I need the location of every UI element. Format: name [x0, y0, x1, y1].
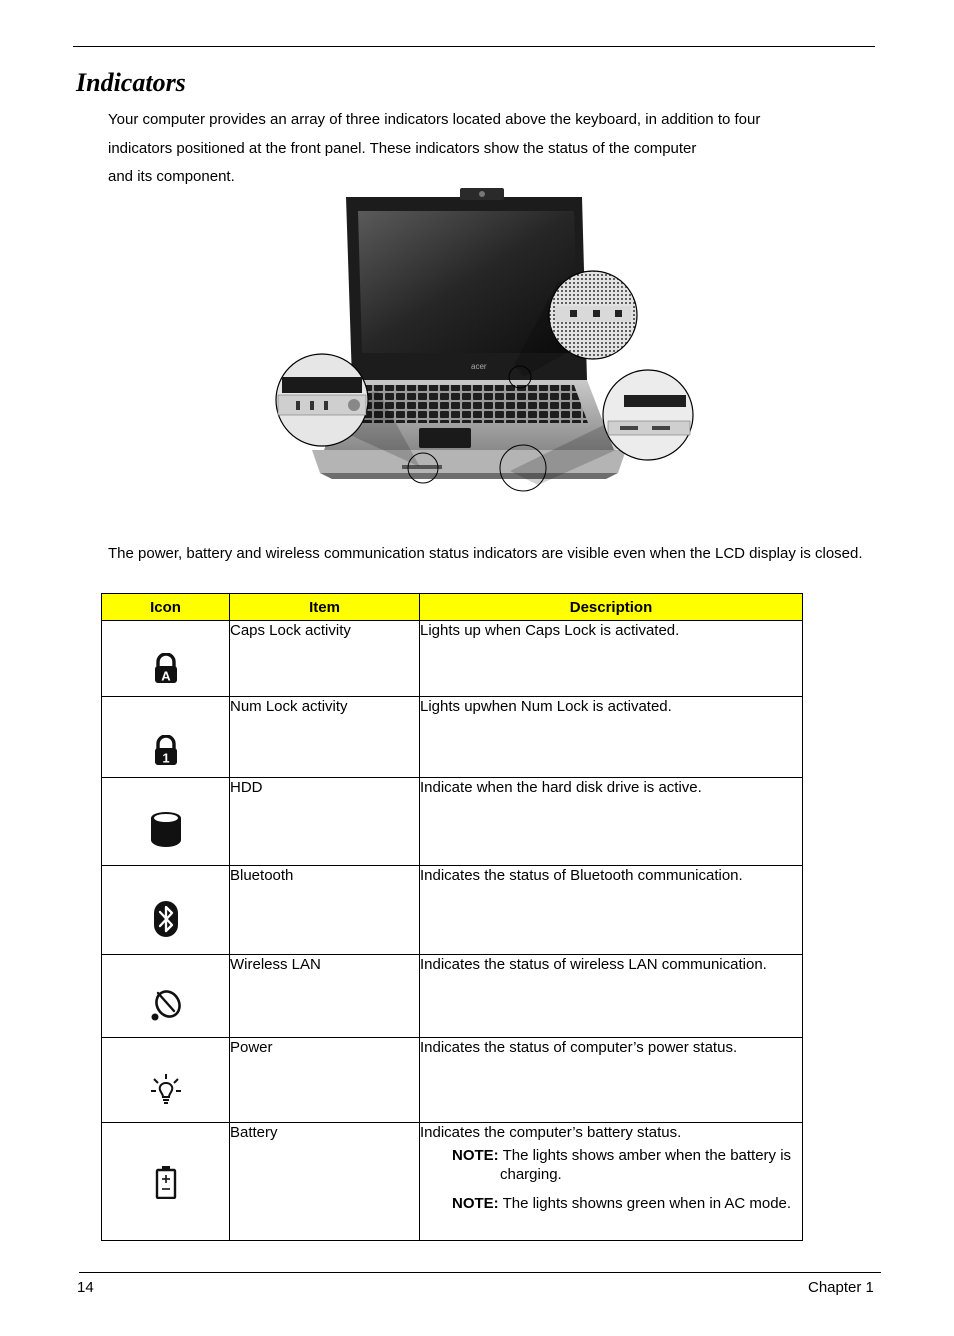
- icon-cell: [102, 1123, 230, 1241]
- battery-note: [452, 1194, 802, 1213]
- note-text: The lights shows amber when the battery is charging.: [500, 1147, 792, 1183]
- description-wireless-lan: Indicates the status of wireless LAN communication.: [420, 955, 803, 1038]
- table-row: [102, 778, 803, 866]
- bluetooth-icon: [153, 900, 179, 938]
- header-item: Item: [230, 594, 420, 621]
- table-row: [102, 866, 803, 955]
- item-num-lock: Num Lock activity: [230, 697, 420, 778]
- item-wireless-lan: Wireless LAN: [230, 955, 420, 1038]
- table-row: [102, 1123, 803, 1241]
- laptop-logo-text: acer: [471, 362, 487, 371]
- description-num-lock: Lights upwhen Num Lock is activated.: [420, 697, 803, 778]
- description-hdd: Indicate when the hard disk drive is active.: [420, 778, 803, 866]
- num-lock-icon: [153, 735, 179, 765]
- icon-cell: [102, 955, 230, 1038]
- wireless-lan-icon: [148, 987, 184, 1023]
- icon-cell: [102, 621, 230, 697]
- header-icon: Icon: [102, 594, 230, 621]
- icon-cell: [102, 778, 230, 866]
- table-row: [102, 1038, 803, 1123]
- status-paragraph: The power, battery and wireless communication status indicators are visible even when the LCD display is closed.: [108, 545, 863, 562]
- item-battery: Battery: [230, 1123, 420, 1241]
- hdd-icon: [149, 810, 183, 848]
- icon-cell: [102, 1038, 230, 1123]
- icon-cell: [102, 866, 230, 955]
- chapter-label: Chapter 1: [808, 1279, 874, 1296]
- laptop-indicators-figure: [252, 185, 714, 497]
- description-bluetooth: Indicates the status of Bluetooth communication.: [420, 866, 803, 955]
- table-row: [102, 697, 803, 778]
- description-battery: [420, 1123, 803, 1241]
- caps-lock-icon: [153, 653, 179, 683]
- svg-text:1: 1: [161, 750, 170, 765]
- laptop-illustration: [252, 185, 714, 497]
- bottom-rule: [79, 1272, 881, 1273]
- page-title: Indicators: [76, 68, 186, 97]
- item-bluetooth: Bluetooth: [230, 866, 420, 955]
- table-row: [102, 621, 803, 697]
- battery-note: [452, 1146, 802, 1184]
- top-rule: [73, 46, 875, 47]
- header-description: Description: [420, 594, 803, 621]
- page-number: 14: [77, 1279, 94, 1296]
- intro-paragraph: [108, 106, 828, 192]
- item-hdd: HDD: [230, 778, 420, 866]
- battery-description-text: Indicates the computer’s battery status.: [420, 1124, 682, 1141]
- intro-line: indicators positioned at the front panel. These indicators show the status of the computer: [108, 139, 697, 157]
- item-caps-lock: Caps Lock activity: [230, 621, 420, 697]
- table-header-row: [102, 594, 803, 621]
- power-icon: [150, 1073, 182, 1109]
- battery-icon: [155, 1165, 177, 1199]
- intro-line: Your computer provides an array of three indicators located above the keyboard, in addition to four: [108, 111, 761, 128]
- note-text: The lights showns green when in AC mode.: [502, 1195, 792, 1212]
- indicators-table: [101, 593, 803, 1241]
- table-row: [102, 955, 803, 1038]
- description-power: Indicates the status of computer’s power status.: [420, 1038, 803, 1123]
- item-power: Power: [230, 1038, 420, 1123]
- note-label: NOTE:: [452, 1195, 499, 1212]
- svg-text:A: A: [160, 668, 171, 683]
- description-caps-lock: Lights up when Caps Lock is activated.: [420, 621, 803, 697]
- intro-line: and its component.: [108, 168, 235, 185]
- note-label: NOTE:: [452, 1147, 499, 1164]
- icon-cell: [102, 697, 230, 778]
